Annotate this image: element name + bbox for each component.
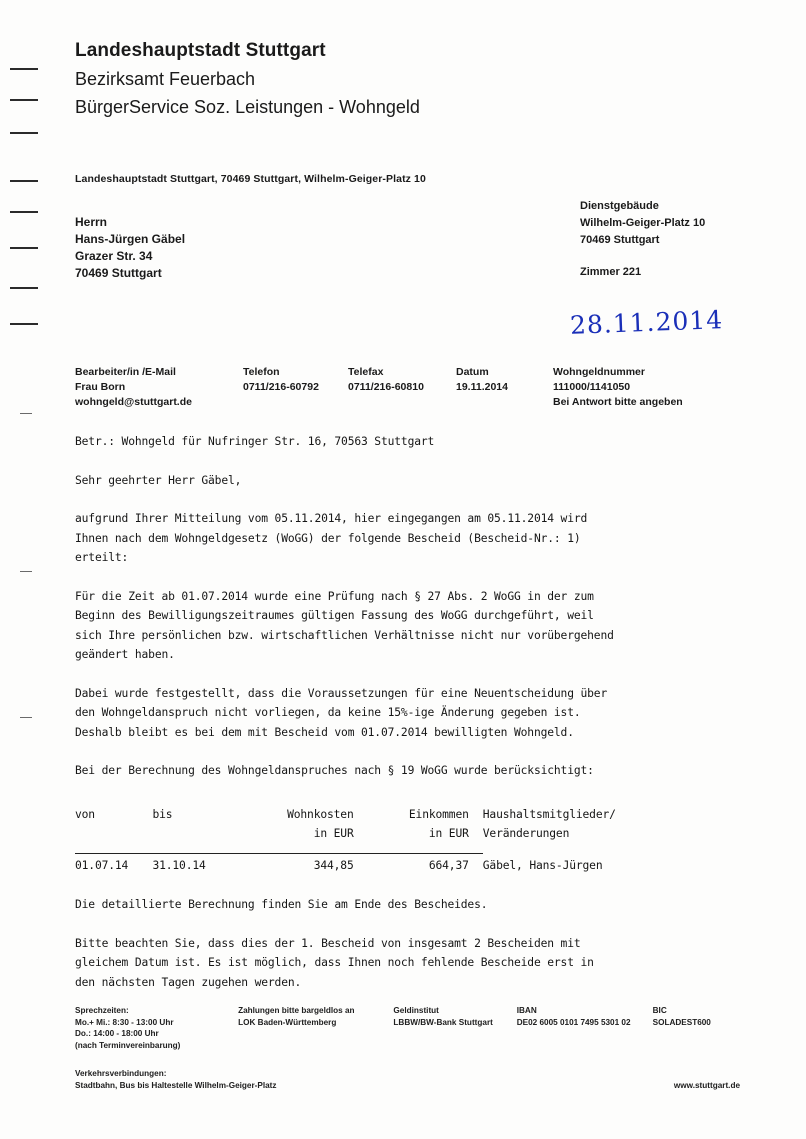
meta-header-datum: Datum	[456, 366, 489, 378]
paragraph-4	[75, 761, 740, 781]
footer-payment-title: Zahlungen bitte bargeldlos an	[238, 1006, 355, 1015]
addressee-salutation: Herrn	[75, 215, 108, 229]
paragraph-3	[75, 684, 740, 743]
meta-spacer	[348, 395, 456, 410]
footer-transport-title: Verkehrsverbindungen:	[75, 1069, 167, 1078]
spacer-cell	[372, 844, 483, 854]
meta-value-email: wohngeld@stuttgart.de	[75, 396, 192, 408]
footer-iban-title: IBAN	[516, 1006, 537, 1015]
th-einkommen: Einkommen	[408, 807, 469, 821]
meta-note-row	[75, 395, 735, 410]
paragraph-2-line-4: geändert haben.	[75, 648, 175, 661]
calculation-table	[75, 805, 740, 876]
th-veraenderungen: Veränderungen	[482, 827, 570, 840]
footer-bank	[393, 1005, 516, 1051]
addressee-name: Hans-Jürgen Gäbel	[75, 232, 186, 246]
footer-transport	[75, 1068, 276, 1091]
meta-header-telefon: Telefon	[243, 366, 280, 378]
cell-von: 01.07.14	[75, 858, 129, 872]
paragraph-2-line-2: Beginn des Bewilligungszeitraumes gültigen Fassung des WoGG durchgeführt, weil	[75, 609, 594, 622]
footer-transport-block	[75, 1068, 740, 1091]
spacer-cell	[75, 844, 152, 854]
margin-tick	[10, 323, 38, 325]
building-label: Dienstgebäude	[580, 200, 659, 212]
cell-einkommen: 664,37	[428, 858, 469, 872]
cell-wohnkosten: 344,85	[313, 858, 354, 872]
th-bis: bis	[152, 807, 173, 821]
paragraph-5	[75, 895, 740, 915]
room-number: Zimmer 221	[580, 266, 642, 278]
paragraph-3-line-3: Deshalb bleibt es bei dem mit Bescheid vom 01.07.2014 bewilligten Wohngeld.	[75, 725, 574, 739]
org-department: Bezirksamt Feuerbach	[75, 69, 256, 89]
meta-header-telefax: Telefax	[348, 366, 384, 378]
paragraph-3-line-1: Dabei wurde festgestellt, dass die Voraussetzungen für eine Neuentscheidung über	[75, 686, 608, 700]
org-name: Landeshauptstadt Stuttgart	[75, 40, 326, 61]
margin-dash	[20, 571, 32, 572]
th-wohnkosten: Wohnkosten	[287, 807, 354, 821]
table-header-row-2	[75, 824, 740, 844]
meta-value-wohngeldnummer: 111000/1141050	[553, 381, 631, 393]
meta-spacer	[456, 395, 553, 410]
footer-bank-title: Geldinstitut	[393, 1006, 439, 1015]
footer-bic-line-1: SOLADEST600	[652, 1017, 711, 1027]
letter-body	[75, 432, 740, 1011]
meta-value-datum: 19.11.2014	[456, 381, 508, 393]
paragraph-4-line-1: Bei der Berechnung des Wohngeldanspruches nach § 19 WoGG wurde berücksichtigt:	[75, 764, 594, 777]
th-einkommen-unit: in EUR	[428, 827, 469, 840]
footer-payment-line-1: LOK Baden-Württemberg	[238, 1017, 337, 1027]
footer-office-hours-line-2: Do.: 14:00 - 18:00 Uhr	[75, 1029, 159, 1038]
margin-dash	[20, 717, 32, 718]
th-von-2	[75, 824, 152, 844]
addressee-city: 70469 Stuttgart	[75, 266, 162, 280]
spacer-cell	[152, 844, 239, 854]
paragraph-6-line-3: den nächsten Tagen zugehen werden.	[75, 975, 302, 989]
subject-line: Betr.: Wohngeld für Nufringer Str. 16, 70563 Stuttgart	[75, 435, 435, 448]
margin-dash	[20, 413, 32, 414]
footer-payment	[238, 1005, 393, 1051]
footer-office-hours-title: Sprechzeiten:	[75, 1006, 129, 1015]
meta-value-row	[75, 380, 735, 395]
footer-bic	[653, 1005, 740, 1051]
paragraph-1-line-3: erteilt:	[75, 551, 129, 564]
paragraph-6-line-1: Bitte beachten Sie, dass dies der 1. Bescheid von insgesamt 2 Bescheiden mit	[75, 936, 581, 950]
meta-value-telefax: 0711/216-60810	[348, 381, 424, 393]
building-street: Wilhelm-Geiger-Platz 10	[580, 217, 706, 229]
th-haushaltsmitglieder: Haushaltsmitglieder/	[482, 807, 616, 821]
greeting: Sehr geehrter Herr Gäbel,	[75, 473, 242, 487]
table-header-row-1	[75, 805, 740, 825]
paragraph-1-line-2: Ihnen nach dem Wohngeldgesetz (WoGG) der folgende Bescheid (Bescheid-Nr.: 1)	[75, 531, 581, 545]
margin-tick	[10, 99, 38, 101]
margin-tick	[10, 180, 38, 182]
paragraph-1	[75, 509, 740, 568]
meta-table	[75, 365, 735, 410]
margin-tick	[10, 211, 38, 213]
meta-wohngeldnummer-note: Bei Antwort bitte angeben	[553, 396, 683, 408]
meta-value-telefon: 0711/216-60792	[243, 381, 319, 393]
meta-header-wohngeldnummer: Wohngeldnummer	[553, 366, 645, 378]
margin-tick	[10, 132, 38, 134]
spacer-cell	[240, 844, 372, 854]
table-spacer-row	[75, 844, 740, 854]
footer-office-hours-line-1: Mo.+ Mi.: 8:30 - 13:00 Uhr	[75, 1017, 174, 1027]
footer-block	[75, 1005, 740, 1051]
calculation-table-block	[75, 805, 740, 876]
handwritten-date: 28.11.2014	[569, 305, 724, 340]
cell-haushaltsmitglieder: Gäbel, Hans-Jürgen	[482, 858, 603, 872]
footer-transport-line-1: Stadtbahn, Bus bis Haltestelle Wilhelm-Geiger-Platz	[75, 1080, 277, 1090]
margin-tick	[10, 247, 38, 249]
paragraph-1-line-1: aufgrund Ihrer Mitteilung vom 05.11.2014, hier eingegangen am 05.11.2014 wird	[75, 512, 588, 525]
meta-header-bearbeiter: Bearbeiter/in /E-Mail	[75, 366, 176, 378]
meta-spacer	[243, 395, 348, 410]
paragraph-3-line-2: den Wohngeldanspruch nicht vorliegen, da keine 15%-ige Änderung gegeben ist.	[75, 706, 581, 719]
paragraph-2-line-3: sich Ihre persönlichen bzw. wirtschaftlichen Verhältnisse nicht nur vorübergehend	[75, 628, 614, 642]
table-row	[75, 856, 740, 876]
footer-columns	[75, 1005, 740, 1051]
paragraph-5-line-1: Die detaillierte Berechnung finden Sie am Ende des Bescheides.	[75, 898, 488, 911]
footer-iban	[517, 1005, 653, 1051]
addressee-street: Grazer Str. 34	[75, 249, 153, 263]
footer-office-hours	[75, 1005, 238, 1051]
building-city: 70469 Stuttgart	[580, 234, 660, 246]
paragraph-6	[75, 934, 740, 993]
paragraph-6-line-2: gleichem Datum ist. Es ist möglich, dass Ihnen noch fehlende Bescheide erst in	[75, 956, 594, 969]
meta-value-bearbeiter: Frau Born	[75, 381, 126, 393]
footer-bic-title: BIC	[652, 1006, 667, 1015]
th-von: von	[75, 807, 95, 821]
footer-office-hours-line-3: (nach Terminvereinbarung)	[75, 1040, 181, 1050]
margin-tick	[10, 287, 38, 289]
org-unit: BürgerService Soz. Leistungen - Wohngeld	[75, 97, 420, 117]
paragraph-2	[75, 587, 740, 665]
addressee-block	[75, 214, 185, 282]
th-wohnkosten-unit: in EUR	[313, 827, 354, 840]
sender-address-line: Landeshauptstadt Stuttgart, 70469 Stuttgart, Wilhelm-Geiger-Platz 10	[75, 173, 426, 185]
letterhead	[75, 40, 715, 118]
spacer-cell	[483, 844, 740, 854]
cell-bis: 31.10.14	[152, 858, 206, 872]
margin-tick	[10, 68, 38, 70]
paragraph-2-line-1: Für die Zeit ab 01.07.2014 wurde eine Prüfung nach § 27 Abs. 2 WoGG in der zum	[75, 589, 594, 603]
footer-website[interactable]: www.stuttgart.de	[673, 1080, 740, 1090]
th-bis-2	[152, 824, 239, 844]
footer-bank-line-1: LBBW/BW-Bank Stuttgart	[393, 1017, 493, 1027]
building-block	[580, 198, 705, 249]
footer-iban-line-1: DE02 6005 0101 7495 5301 02	[516, 1017, 631, 1027]
meta-header-row	[75, 365, 735, 380]
